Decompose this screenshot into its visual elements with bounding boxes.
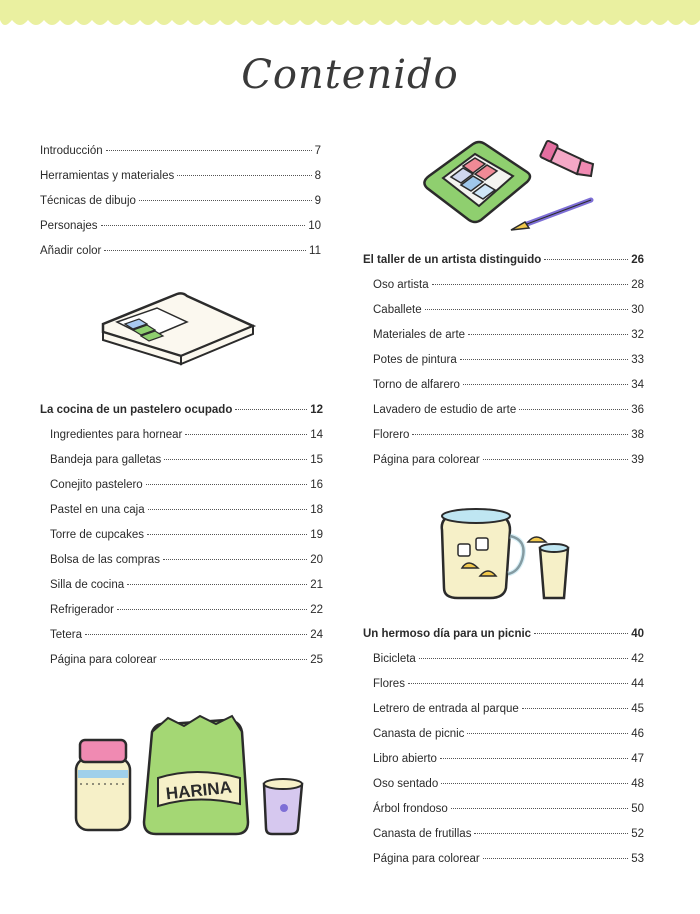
toc-entry-picnic-4	[363, 747, 644, 772]
toc-entry-title: Flores	[373, 678, 405, 690]
toc-entry-page: 39	[631, 454, 644, 466]
toc-entry-title: Florero	[373, 429, 410, 441]
toc-entry-page: 12	[310, 404, 323, 416]
toc-entry-title: Letrero de entrada al parque	[373, 703, 519, 715]
toc-entry-title: Personajes	[40, 220, 98, 232]
dot-leader	[432, 283, 629, 285]
toc-kitchen-list	[40, 398, 323, 673]
dot-leader	[522, 707, 628, 709]
flour-bag-icon	[144, 716, 248, 834]
toc-entry-page: 44	[631, 678, 644, 690]
dot-leader	[419, 657, 628, 659]
toc-entry-picnic-5	[363, 772, 644, 797]
toc-entry-artist-3	[363, 348, 644, 373]
toc-entry-kitchen-6	[40, 573, 323, 598]
dot-leader	[460, 358, 628, 360]
toc-entry-title: Introducción	[40, 145, 103, 157]
toc-entry-title: Bicicleta	[373, 653, 416, 665]
flour-label: HARINA	[164, 777, 233, 804]
toc-artist-list	[363, 248, 644, 473]
toc-entry-title: Herramientas y materiales	[40, 170, 175, 182]
dot-leader	[146, 483, 308, 485]
toc-entry-title: La cocina de un pastelero ocupado	[40, 404, 233, 416]
cup-icon	[264, 779, 302, 834]
toc-entry-picnic-8	[363, 847, 644, 872]
toc-entry-picnic-0	[363, 647, 644, 672]
dot-leader	[101, 224, 306, 226]
toc-entry-title: Silla de cocina	[50, 579, 125, 591]
toc-entry-page: 14	[310, 429, 323, 441]
toc-entry-page: 50	[631, 803, 644, 815]
toc-entry-title: Potes de pintura	[373, 354, 457, 366]
dot-leader	[163, 558, 307, 560]
toc-entry-page: 47	[631, 753, 644, 765]
page-title: Contenido	[241, 52, 459, 98]
toc-entry-page: 15	[310, 454, 323, 466]
toc-entry-page: 32	[631, 329, 644, 341]
lemonade-pitcher-illustration	[428, 500, 580, 605]
dot-leader	[451, 807, 628, 809]
toc-entry-title: Oso sentado	[373, 778, 439, 790]
toc-entry-page: 42	[631, 653, 644, 665]
toc-entry-kitchen-3	[40, 498, 323, 523]
glass-icon	[528, 537, 568, 598]
toc-entry-artist-6	[363, 423, 644, 448]
toc-entry-title: Bandeja para galletas	[50, 454, 162, 466]
paintbrush-icon	[511, 200, 591, 230]
dot-leader	[85, 633, 307, 635]
dot-leader	[148, 508, 308, 510]
dot-leader	[467, 732, 628, 734]
toc-entry-page: 46	[631, 728, 644, 740]
paint-palette-illustration	[415, 136, 605, 236]
toc-entry-page: 48	[631, 778, 644, 790]
toc-entry-title: Añadir color	[40, 245, 102, 257]
toc-entry-page: 52	[631, 828, 644, 840]
dot-leader	[408, 682, 628, 684]
toc-entry-page: 20	[310, 554, 323, 566]
toc-entry-page: 40	[631, 628, 644, 640]
dot-leader	[147, 533, 307, 535]
toc-entry-title: Libro abierto	[373, 753, 437, 765]
dot-leader	[468, 333, 628, 335]
toc-entry-title: Tetera	[50, 629, 82, 641]
toc-entry-page: 25	[310, 654, 323, 666]
dot-leader	[139, 199, 312, 201]
dot-leader	[463, 383, 628, 385]
toc-entry-page: 30	[631, 304, 644, 316]
toc-entry-title: Canasta de frutillas	[373, 828, 472, 840]
dot-leader	[483, 857, 628, 859]
toc-entry-page: 53	[631, 853, 644, 865]
toc-entry-page: 16	[310, 479, 323, 491]
toc-entry-page: 7	[314, 145, 321, 157]
toc-entry-page: 34	[631, 379, 644, 391]
dot-leader	[104, 249, 306, 251]
toc-entry-artist-5	[363, 398, 644, 423]
toc-entry-artist-heading	[363, 248, 644, 273]
toc-entry-title: Árbol frondoso	[373, 803, 448, 815]
toc-entry-kitchen-heading	[40, 398, 323, 423]
toc-entry-page: 38	[631, 429, 644, 441]
toc-entry-page: 33	[631, 354, 644, 366]
dot-leader	[160, 658, 307, 660]
toc-entry-kitchen-0	[40, 423, 323, 448]
toc-entry-page: 19	[310, 529, 323, 541]
toc-entry-page: 45	[631, 703, 644, 715]
toc-entry-intro-2	[40, 189, 321, 214]
dot-leader	[185, 433, 307, 435]
dot-leader	[483, 458, 628, 460]
toc-entry-page: 26	[631, 254, 644, 266]
toc-entry-page: 8	[314, 170, 321, 182]
toc-entry-kitchen-9	[40, 648, 323, 673]
toc-entry-title: Pastel en una caja	[50, 504, 145, 516]
dot-leader	[117, 608, 307, 610]
toc-entry-title: Torno de alfarero	[373, 379, 460, 391]
toc-entry-kitchen-7	[40, 598, 323, 623]
toc-entry-picnic-6	[363, 797, 644, 822]
top-wavy-band	[0, 0, 700, 32]
toc-entry-picnic-3	[363, 722, 644, 747]
dot-leader	[544, 258, 628, 260]
toc-entry-picnic-2	[363, 697, 644, 722]
toc-entry-page: 18	[310, 504, 323, 516]
dot-leader	[164, 458, 307, 460]
toc-entry-artist-2	[363, 323, 644, 348]
toc-entry-page: 36	[631, 404, 644, 416]
paint-tube-icon	[540, 140, 593, 176]
toc-entry-kitchen-4	[40, 523, 323, 548]
dot-leader	[425, 308, 629, 310]
toc-entry-kitchen-2	[40, 473, 323, 498]
dot-leader	[177, 174, 311, 176]
toc-entry-artist-4	[363, 373, 644, 398]
toc-entry-artist-7	[363, 448, 644, 473]
dot-leader	[235, 408, 307, 410]
toc-entry-page: 10	[308, 220, 321, 232]
toc-entry-title: Página para colorear	[50, 654, 157, 666]
toc-entry-title: Página para colorear	[373, 454, 480, 466]
dot-leader	[106, 149, 312, 151]
toc-entry-kitchen-1	[40, 448, 323, 473]
toc-entry-page: 9	[314, 195, 321, 207]
toc-entry-title: Caballete	[373, 304, 422, 316]
toc-entry-intro-3	[40, 214, 321, 239]
open-book-illustration	[97, 286, 262, 376]
dot-leader	[127, 583, 307, 585]
toc-entry-intro-0	[40, 139, 321, 164]
toc-intro-list	[40, 139, 321, 264]
toc-entry-picnic-heading	[363, 622, 644, 647]
toc-entry-page: 24	[310, 629, 323, 641]
toc-entry-title: Un hermoso día para un picnic	[363, 628, 532, 640]
dot-leader	[441, 782, 628, 784]
toc-entry-page: 11	[309, 245, 321, 257]
toc-entry-title: Refrigerador	[50, 604, 114, 616]
toc-entry-title: El taller de un artista distinguido	[363, 254, 542, 266]
toc-entry-intro-1	[40, 164, 321, 189]
toc-entry-page: 21	[310, 579, 323, 591]
dot-leader	[534, 632, 628, 634]
toc-entry-title: Canasta de picnic	[373, 728, 465, 740]
toc-entry-picnic-1	[363, 672, 644, 697]
toc-entry-title: Bolsa de las compras	[50, 554, 160, 566]
toc-entry-artist-0	[363, 273, 644, 298]
dot-leader	[440, 757, 628, 759]
toc-picnic-list	[363, 622, 644, 872]
jar-icon	[76, 740, 130, 830]
pitcher-icon	[442, 509, 524, 598]
dot-leader	[412, 433, 628, 435]
toc-entry-picnic-7	[363, 822, 644, 847]
toc-entry-page: 28	[631, 279, 644, 291]
toc-entry-kitchen-5	[40, 548, 323, 573]
toc-entry-title: Lavadero de estudio de arte	[373, 404, 517, 416]
toc-entry-artist-1	[363, 298, 644, 323]
palette-icon	[424, 142, 530, 222]
toc-entry-title: Ingredientes para hornear	[50, 429, 183, 441]
toc-entry-title: Torre de cupcakes	[50, 529, 144, 541]
toc-entry-kitchen-8	[40, 623, 323, 648]
toc-entry-page: 22	[310, 604, 323, 616]
toc-entry-title: Materiales de arte	[373, 329, 466, 341]
toc-entry-title: Conejito pastelero	[50, 479, 143, 491]
toc-entry-title: Oso artista	[373, 279, 429, 291]
dot-leader	[519, 408, 628, 410]
toc-entry-title: Página para colorear	[373, 853, 480, 865]
toc-entry-title: Técnicas de dibujo	[40, 195, 136, 207]
dot-leader	[474, 832, 628, 834]
baking-ingredients-illustration	[72, 712, 312, 842]
toc-entry-intro-4	[40, 239, 321, 264]
